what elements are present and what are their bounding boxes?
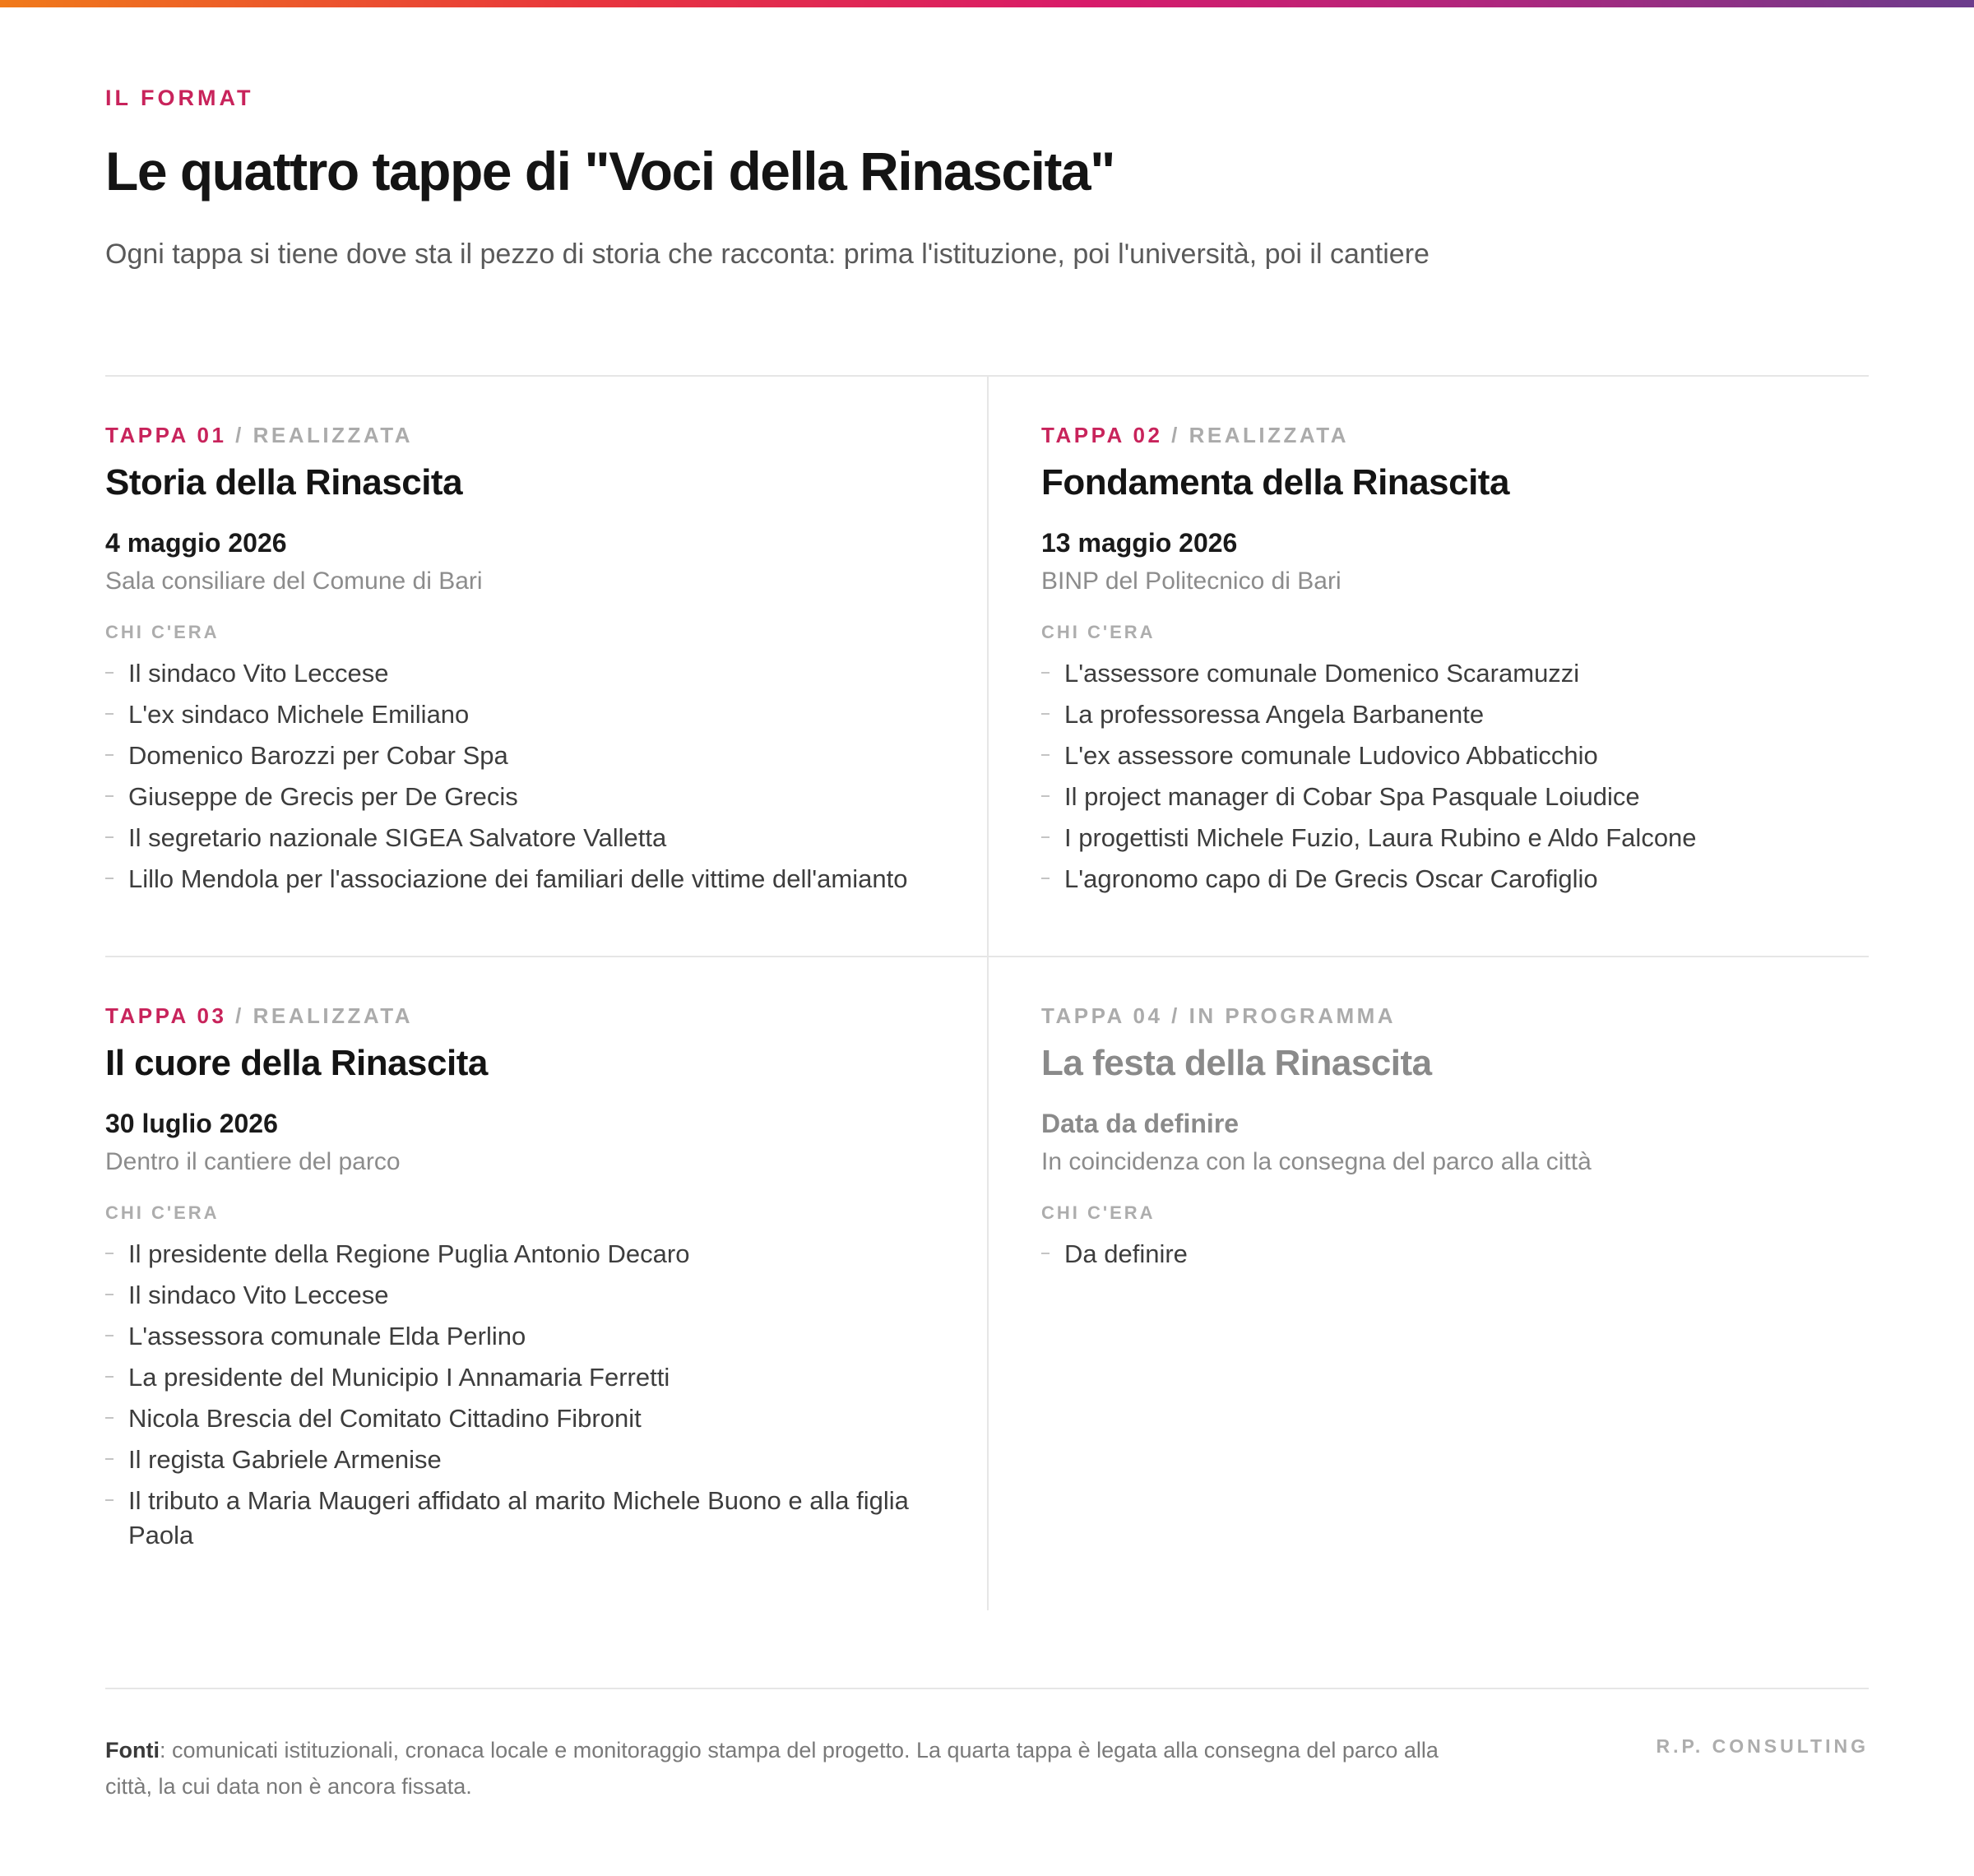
who-label: CHI C'ERA bbox=[1041, 622, 1156, 642]
people-list bbox=[105, 656, 977, 903]
stage-separator: / bbox=[235, 1003, 244, 1028]
list-item: Nicola Brescia del Comitato Cittadino Fibronit bbox=[105, 1401, 977, 1436]
people-list bbox=[1041, 656, 1913, 903]
who-label: CHI C'ERA bbox=[105, 1202, 220, 1223]
list-item: La professoressa Angela Barbanente bbox=[1041, 697, 1913, 732]
stage-title: Fondamenta della Rinascita bbox=[1041, 462, 1509, 503]
list-item: Lillo Mendola per l'associazione dei familiari delle vittime dell'amianto bbox=[105, 862, 977, 896]
stages-grid bbox=[105, 375, 1869, 1609]
list-item: Il regista Gabriele Armenise bbox=[105, 1443, 977, 1477]
eyebrow: IL FORMAT bbox=[105, 86, 254, 110]
stage-status: REALIZZATA bbox=[1189, 423, 1349, 447]
people-list bbox=[1041, 1237, 1913, 1278]
list-item: I progettisti Michele Fuzio, Laura Rubino e Aldo Falcone bbox=[1041, 821, 1913, 855]
list-item: Domenico Barozzi per Cobar Spa bbox=[105, 739, 977, 773]
sources-text: : comunicati istituzionali, cronaca locale e monitoraggio stampa del progetto. La quarta tappa è legata alla consegna del parco alla città, la cui data non è ancora fissata. bbox=[105, 1738, 1439, 1799]
list-item: Giuseppe de Grecis per De Grecis bbox=[105, 780, 977, 814]
stage-date: 30 luglio 2026 bbox=[105, 1109, 278, 1138]
stage-date: 4 maggio 2026 bbox=[105, 528, 287, 558]
stage-number: TAPPA 03 bbox=[105, 1003, 227, 1028]
stage-date: 13 maggio 2026 bbox=[1041, 528, 1238, 558]
stage-title: Il cuore della Rinascita bbox=[105, 1043, 488, 1083]
list-item: L'ex assessore comunale Ludovico Abbaticchio bbox=[1041, 739, 1913, 773]
page-title: Le quattro tappe di "Voci della Rinascita" bbox=[105, 141, 1114, 201]
stage-separator: / bbox=[1171, 1003, 1180, 1028]
list-item: La presidente del Municipio I Annamaria Ferretti bbox=[105, 1360, 977, 1395]
list-item: L'assessore comunale Domenico Scaramuzzi bbox=[1041, 656, 1913, 691]
stage-status: REALIZZATA bbox=[253, 423, 413, 447]
page-subtitle: Ogni tappa si tiene dove sta il pezzo di storia che racconta: prima l'istituzione, poi l'università, poi il cantiere bbox=[105, 239, 1430, 270]
stage-label bbox=[1041, 423, 1349, 448]
stage-number: TAPPA 01 bbox=[105, 423, 227, 447]
list-item: Il segretario nazionale SIGEA Salvatore Valletta bbox=[105, 821, 977, 855]
list-item: Da definire bbox=[1041, 1237, 1913, 1272]
stage-title: Storia della Rinascita bbox=[105, 462, 463, 503]
stage-title: La festa della Rinascita bbox=[1041, 1043, 1432, 1083]
stage-number: TAPPA 04 bbox=[1041, 1003, 1163, 1028]
stage-status: IN PROGRAMMA bbox=[1189, 1003, 1397, 1028]
who-label: CHI C'ERA bbox=[1041, 1202, 1156, 1223]
list-item: Il sindaco Vito Leccese bbox=[105, 656, 977, 691]
sources-note bbox=[105, 1732, 1471, 1804]
brand-signature: R.P. CONSULTING bbox=[1656, 1735, 1869, 1757]
list-item: Il project manager di Cobar Spa Pasquale Loiudice bbox=[1041, 780, 1913, 814]
stage-number: TAPPA 02 bbox=[1041, 423, 1163, 447]
list-item: Il sindaco Vito Leccese bbox=[105, 1278, 977, 1313]
stage-place: BINP del Politecnico di Bari bbox=[1041, 567, 1341, 595]
stage-place: Dentro il cantiere del parco bbox=[105, 1148, 401, 1175]
sources-label: Fonti bbox=[105, 1738, 160, 1763]
stage-separator: / bbox=[1171, 423, 1180, 447]
stage-place: Sala consiliare del Comune di Bari bbox=[105, 567, 483, 595]
stage-label bbox=[1041, 1003, 1396, 1029]
grid-vertical-divider bbox=[987, 377, 989, 1610]
stage-status: REALIZZATA bbox=[253, 1003, 413, 1028]
list-item: L'ex sindaco Michele Emiliano bbox=[105, 697, 977, 732]
stage-label bbox=[105, 423, 413, 448]
list-item: Il tributo a Maria Maugeri affidato al marito Michele Buono e alla figlia Paola bbox=[105, 1484, 977, 1553]
list-item: Il presidente della Regione Puglia Antonio Decaro bbox=[105, 1237, 977, 1272]
grid-horizontal-divider bbox=[105, 956, 1869, 957]
stage-date: Data da definire bbox=[1041, 1109, 1240, 1138]
stage-separator: / bbox=[235, 423, 244, 447]
list-item: L'agronomo capo di De Grecis Oscar Carofiglio bbox=[1041, 862, 1913, 896]
footer bbox=[105, 1688, 1869, 1799]
list-item: L'assessora comunale Elda Perlino bbox=[105, 1319, 977, 1354]
top-gradient-bar bbox=[0, 0, 1974, 7]
stage-place: In coincidenza con la consegna del parco alla città bbox=[1041, 1148, 1592, 1175]
people-list bbox=[105, 1237, 977, 1559]
who-label: CHI C'ERA bbox=[105, 622, 220, 642]
stage-label bbox=[105, 1003, 413, 1029]
